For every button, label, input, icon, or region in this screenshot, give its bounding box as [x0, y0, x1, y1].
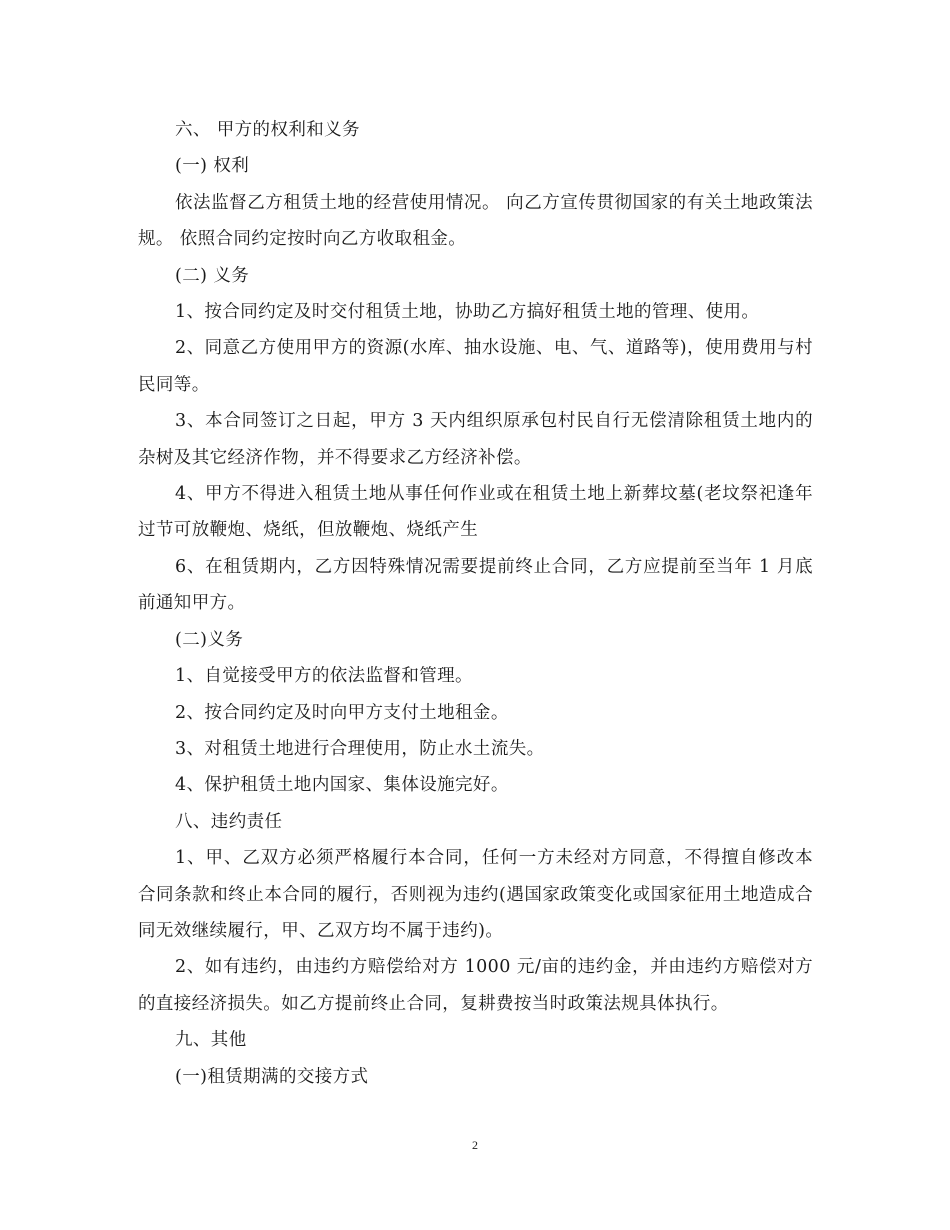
section-heading-breach-liability: 八、违约责任	[175, 811, 283, 832]
paragraph: 依法监督乙方租赁土地的经营使用情况。 向乙方宣传贯彻国家的有关土地政策法规。 依照合同约定按时向乙方收取租金。	[138, 192, 813, 250]
paragraph: 1、甲、乙双方必须严格履行本合同，任何一方未经对方同意，不得擅自修改本合同条款和终止本合同的履行，否则视为违约(遇国家政策变化或国家征用土地造成合同无效继续履行，甲、乙双方均不属于违约)。	[138, 848, 813, 941]
paragraph: 2、按合同约定及时向甲方支付土地租金。	[175, 702, 509, 723]
paragraph: 3、对租赁土地进行合理使用，防止水土流失。	[175, 738, 545, 759]
subheading-handover: (一)租赁期满的交接方式	[175, 1066, 369, 1087]
paragraph: 4、甲方不得进入租赁土地从事任何作业或在租赁土地上新葬坟墓(老坟祭祀逢年过节可放鞭炮、烧纸，但放鞭炮、烧纸产生	[138, 484, 813, 541]
paragraph: 4、保护租赁土地内国家、集体设施完好。	[175, 775, 509, 796]
paragraph: 1、按合同约定及时交付租赁土地，协助乙方搞好租赁土地的管理、使用。	[175, 302, 760, 323]
paragraph: 1、自觉接受甲方的依法监督和管理。	[175, 666, 473, 687]
section-heading-other: 九、其他	[175, 1030, 247, 1051]
subheading-obligations-party-b: (二)义务	[175, 629, 244, 650]
subheading-obligations: (二) 义务	[175, 265, 250, 286]
page-number: 2	[472, 1138, 478, 1152]
subheading-rights: (一) 权利	[175, 156, 250, 177]
paragraph: 2、同意乙方使用甲方的资源(水库、抽水设施、电、气、道路等)，使用费用与村民同等。	[138, 338, 813, 395]
paragraph: 3、本合同签订之日起，甲方 3 天内组织原承包村民自行无偿清除租赁土地内的杂树及其它经济作物，并不得要求乙方经济补偿。	[138, 411, 813, 468]
paragraph: 2、如有违约，由违约方赔偿给对方 1000 元/亩的违约金，并由违约方赔偿对方的直接经济损失。如乙方提前终止合同，复耕费按当时政策法规具体执行。	[138, 957, 813, 1014]
paragraph: 6、在租赁期内，乙方因特殊情况需要提前终止合同，乙方应提前至当年 1 月底前通知甲方。	[138, 556, 813, 614]
document-body	[138, 112, 813, 1095]
section-heading-party-a-rights-obligations: 六、 甲方的权利和义务	[175, 120, 360, 140]
